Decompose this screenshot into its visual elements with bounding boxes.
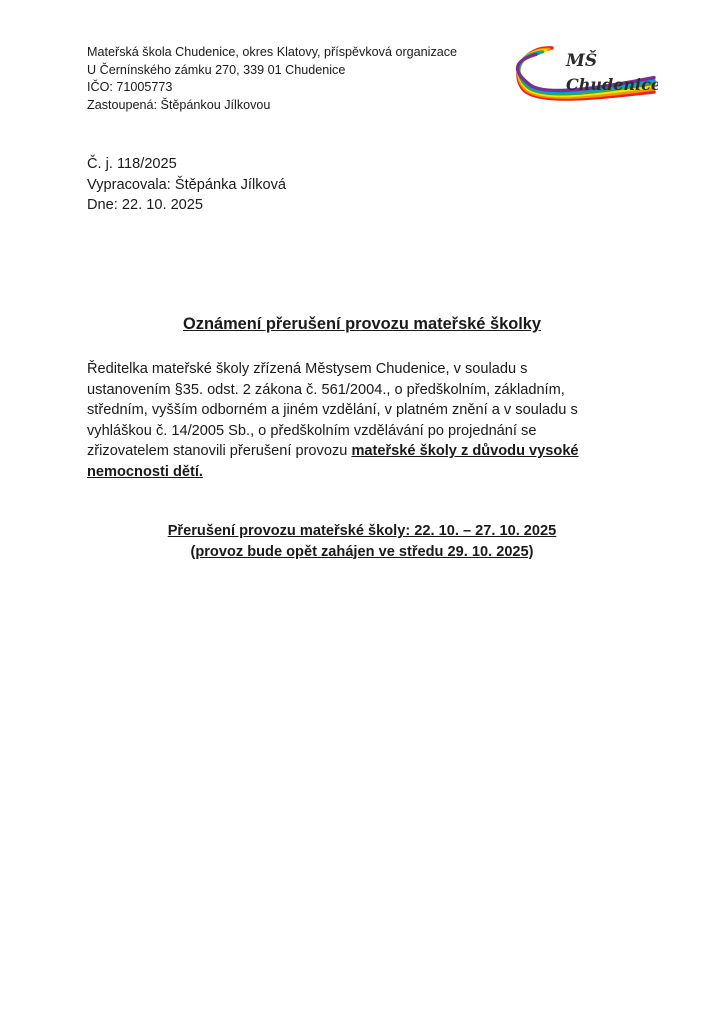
school-logo xyxy=(508,40,658,102)
document-title: Oznámení přerušení provozu mateřské školky xyxy=(183,315,541,333)
body-line: vyhláškou č. 14/2005 Sb., o předškolním vzdělávání po projednání se xyxy=(87,422,537,439)
document-date: Dne: 22. 10. 2025 xyxy=(87,197,204,213)
notice-body xyxy=(87,359,647,483)
body-line: středním, vyšším odborném a jiném vzdělání, v platném znění a v souladu s xyxy=(87,402,578,419)
reference-block xyxy=(87,154,286,216)
org-name: Mateřská škola Chudenice, okres Klatovy, příspěvková organizace xyxy=(87,45,458,59)
org-representative: Zastoupená: Štěpánkou Jílkovou xyxy=(87,97,271,112)
rainbow-logo-icon xyxy=(508,40,658,102)
closure-period xyxy=(0,521,724,562)
reason-emphasis-continued: nemocnosti dětí. xyxy=(87,463,203,480)
reference-number: Č. j. 118/2025 xyxy=(87,156,177,172)
body-line: Ředitelka mateřské školy zřízená Městysem Chudenice, v souladu s xyxy=(87,361,528,377)
logo-text-ms: MŠ xyxy=(566,51,598,71)
org-address: U Černínského zámku 270, 339 01 Chudenice xyxy=(87,62,346,77)
body-line xyxy=(87,441,647,462)
prepared-by: Vypracovala: Štěpánka Jílková xyxy=(87,176,287,193)
body-line-text: zřizovatelem stanovili přerušení provozu xyxy=(87,443,352,460)
body-line xyxy=(87,462,647,483)
closure-dates: Přerušení provozu mateřské školy: 22. 10. – 27. 10. 2025 xyxy=(167,523,557,539)
reopening-date: (provoz bude opět zahájen ve středu 29. 10. 2025) xyxy=(190,543,534,560)
reason-emphasis: mateřské školy z důvodu vysoké xyxy=(351,443,579,460)
body-line: ustanovením §35. odst. 2 zákona č. 561/2004., o předškolním, základním, xyxy=(87,381,565,398)
logo-text-chudenice: Chudenice xyxy=(566,75,658,94)
org-ico: IČO: 71005773 xyxy=(87,80,173,95)
organization-header xyxy=(87,44,487,114)
